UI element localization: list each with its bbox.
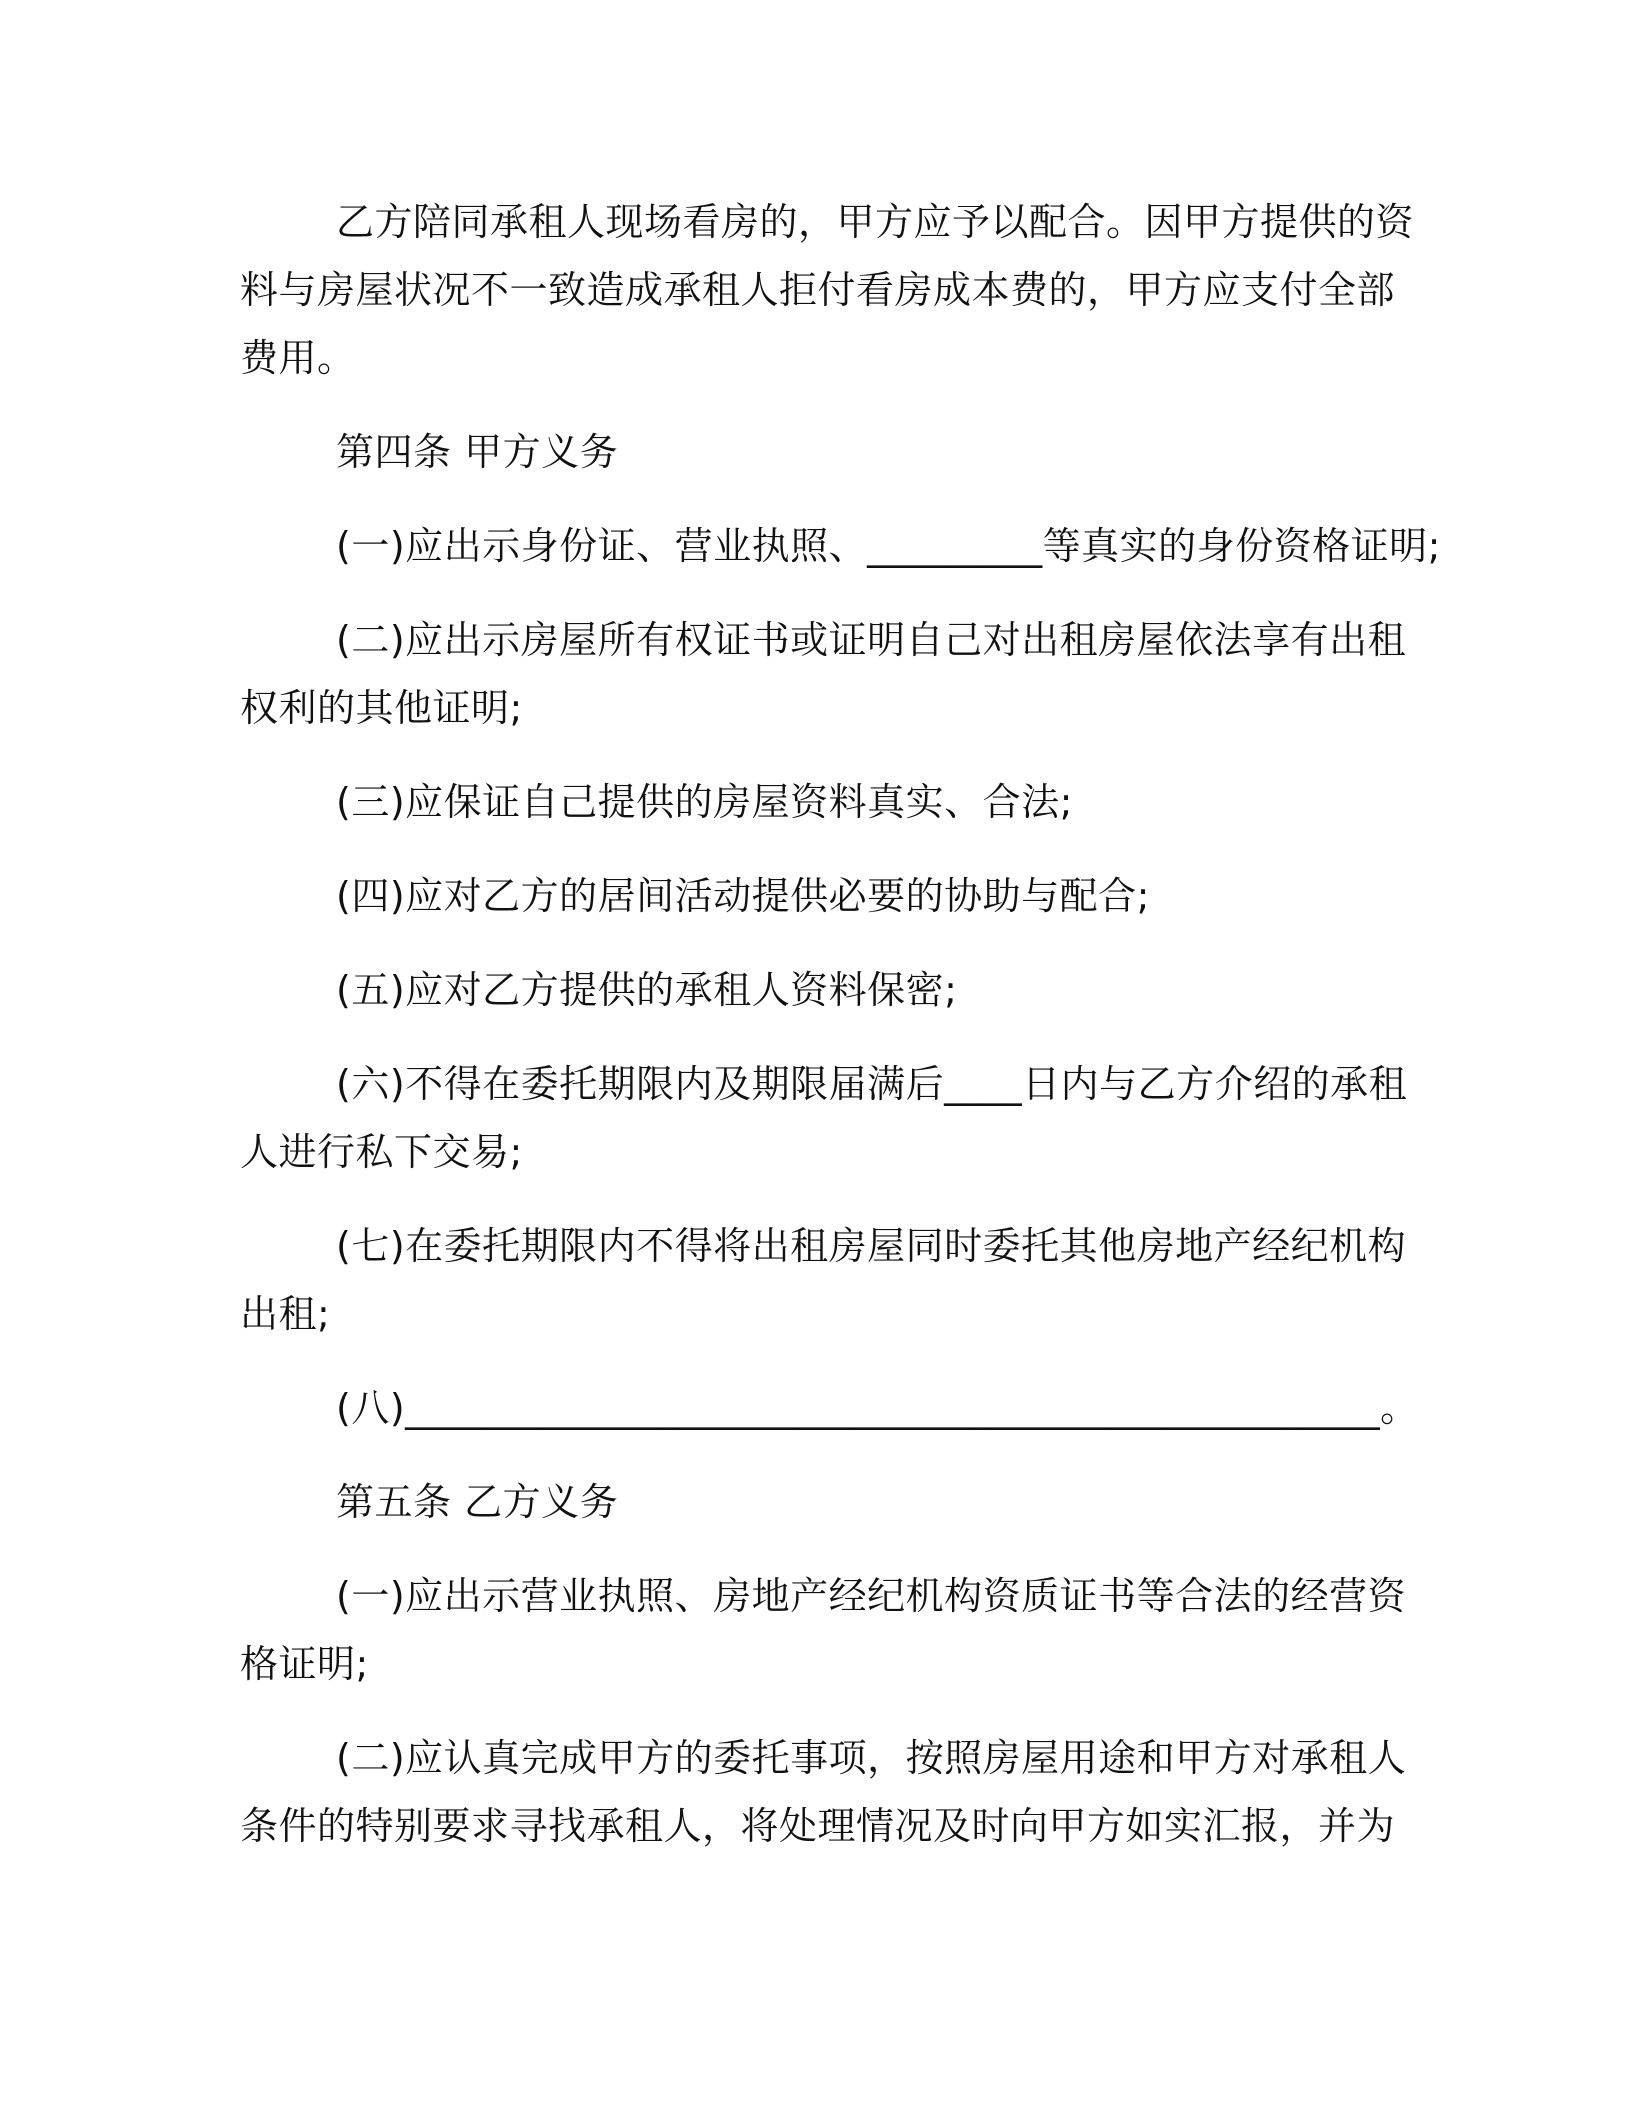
clause-a-1-identity-proof: (一)应出示身份证、营业执照、_________等真实的身份资格证明; xyxy=(336,524,1441,568)
clause-a-8-blank: (八)__________________________________________________。 xyxy=(336,1386,1419,1430)
document-body xyxy=(240,188,1441,1860)
clause-a-7-exclusive-agency: (七)在委托期限内不得将出租房屋同时委托其他房地产经纪机构出租; xyxy=(240,1224,1407,1336)
clause-a-2-ownership-proof: (二)应出示房屋所有权证书或证明自己对出租房屋依法享有出租权利的其他证明; xyxy=(240,618,1407,730)
heading-article-4-party-a-obligations: 第四条 甲方义务 xyxy=(336,430,619,474)
clause-a-5-confidentiality: (五)应对乙方提供的承租人资料保密; xyxy=(336,968,958,1012)
heading-article-5-party-b-obligations: 第五条 乙方义务 xyxy=(336,1480,619,1524)
clause-a-6-no-private-deal: (六)不得在委托期限内及期限届满后____日内与乙方介绍的承租人进行私下交易; xyxy=(240,1062,1408,1174)
clause-a-3-truthful-info: (三)应保证自己提供的房屋资料真实、合法; xyxy=(336,780,1073,824)
clause-a-4-assist-brokerage: (四)应对乙方的居间活动提供必要的协助与配合; xyxy=(336,874,1150,918)
clause-b-1-business-license: (一)应出示营业执照、房地产经纪机构资质证书等合法的经营资格证明; xyxy=(240,1574,1407,1686)
clause-b-2-complete-commission: (二)应认真完成甲方的委托事项，按照房屋用途和甲方对承租人条件的特别要求寻找承租人，将处理情况及时向甲方如实汇报，并为 xyxy=(240,1736,1407,1848)
paragraph-viewing-cooperation: 乙方陪同承租人现场看房的，甲方应予以配合。因甲方提供的资料与房屋状况不一致造成承租人拒付看房成本费的，甲方应支付全部费用。 xyxy=(240,200,1415,380)
